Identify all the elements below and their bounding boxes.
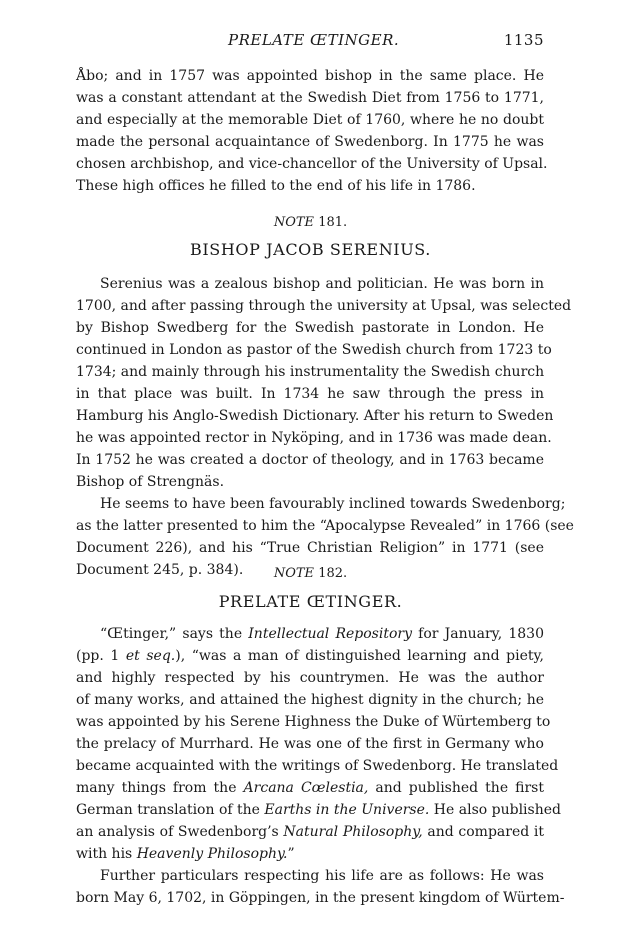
text-run: ), “was a man of distinguished learning and piety,: [175, 648, 544, 664]
text-line: He seems to have been favourably inclined towards Swedenborg;: [100, 496, 566, 512]
text-line: [76, 844, 544, 864]
text-line: and highly respected by his countrymen. He was the author: [76, 670, 544, 686]
text-line: by Bishop Swedberg for the Swedish pastorate in London. He: [76, 320, 544, 336]
book-title: Arcana Cœlestia,: [243, 780, 369, 796]
text-line: 1734; and mainly through his instrumentality the Swedish church: [76, 364, 545, 380]
text-line: [76, 800, 561, 820]
book-title: Natural Philosophy,: [283, 824, 423, 840]
running-head: [76, 31, 544, 51]
text-line: of many works, and attained the highest dignity in the church; he: [76, 692, 544, 708]
text-line: he was appointed rector in Nyköping, and in 1736 was made dean.: [76, 430, 552, 446]
note-182-label-text: [0, 566, 621, 581]
text-line: made the personal acquaintance of Swedenborg. In 1775 he was: [76, 134, 544, 150]
text-run: “Œtinger,” says the: [100, 626, 249, 642]
text-line: Hamburg his Anglo-Swedish Dictionary. After his return to Sweden: [76, 408, 554, 424]
text-line: was appointed by his Serene Highness the Duke of Würtemberg to: [76, 714, 551, 730]
text-run: many things from the: [76, 780, 244, 796]
text-line: These high offices he filled to the end of his life in 1786.: [76, 178, 476, 194]
note-label-number: 182.: [318, 566, 348, 581]
text-line: [76, 778, 544, 798]
text-line: [76, 646, 544, 666]
text-line: Further particulars respecting his life are as follows: He was: [100, 868, 544, 884]
text-line: became acquainted with the writings of Swedenborg. He translated: [76, 758, 559, 774]
text-line: Serenius was a zealous bishop and politician. He was born in: [100, 276, 544, 292]
text-line: Åbo; and in 1757 was appointed bishop in the same place. He: [76, 68, 544, 84]
text-run: (pp. 1: [76, 648, 126, 664]
text-line: In 1752 he was created a doctor of theology, and in 1763 became: [76, 452, 544, 468]
running-head-title: PRELATE ŒTINGER.: [228, 31, 400, 49]
book-title: Intellectual Repository: [248, 626, 412, 642]
text-line: as the latter presented to him the “Apocalypse Revealed” in 1766 (see: [76, 518, 574, 534]
text-run: and compared it: [422, 824, 544, 840]
note-label-number: 181.: [318, 215, 348, 230]
text-line: and especially at the memorable Diet of 1760, where he no doubt: [76, 112, 544, 128]
text-line: continued in London as pastor of the Swedish church from 1723 to: [76, 342, 552, 358]
book-title: Heavenly Philosophy.: [136, 846, 288, 862]
text-run: and published the first: [368, 780, 544, 796]
text-line: was a constant attendant at the Swedish Diet from 1756 to 1771,: [76, 90, 544, 106]
note-182-heading: PRELATE ŒTINGER.: [218, 592, 403, 611]
note-181-label: [0, 215, 621, 230]
text-run: ”: [287, 846, 295, 862]
text-line: chosen archbishop, and vice-chancellor of the University of Upsal.: [76, 156, 548, 172]
text-line: [76, 822, 544, 842]
text-run: an analysis of Swedenborg’s: [76, 824, 284, 840]
note-label-word: NOTE: [273, 566, 315, 581]
text-line: 1700, and after passing through the university at Upsal, was selected: [76, 298, 572, 314]
page-number: 1135: [503, 31, 544, 49]
book-title: Earths in the Universe.: [264, 802, 430, 818]
text-run: with his: [76, 846, 137, 862]
text-line: [100, 624, 544, 644]
text-line: Bishop of Strengnäs.: [76, 474, 225, 490]
text-line: the prelacy of Murrhard. He was one of the first in Germany who: [76, 736, 544, 752]
text-line: born May 6, 1702, in Göppingen, in the present kingdom of Würtem-: [76, 890, 565, 906]
note-181-heading: BISHOP JACOB SERENIUS.: [190, 240, 431, 259]
text-run: German translation of the: [76, 802, 265, 818]
text-line: Document 226), and his “True Christian Religion” in 1771 (see: [76, 540, 544, 556]
text-line: Document 245, p. 384).: [76, 562, 244, 578]
italic-run: et seq.: [125, 648, 176, 664]
note-label-word: NOTE: [273, 215, 315, 230]
text-line: in that place was built. In 1734 he saw through the press in: [76, 386, 544, 402]
text-run: He also published: [429, 802, 561, 818]
text-run: for January, 1830: [412, 626, 544, 642]
